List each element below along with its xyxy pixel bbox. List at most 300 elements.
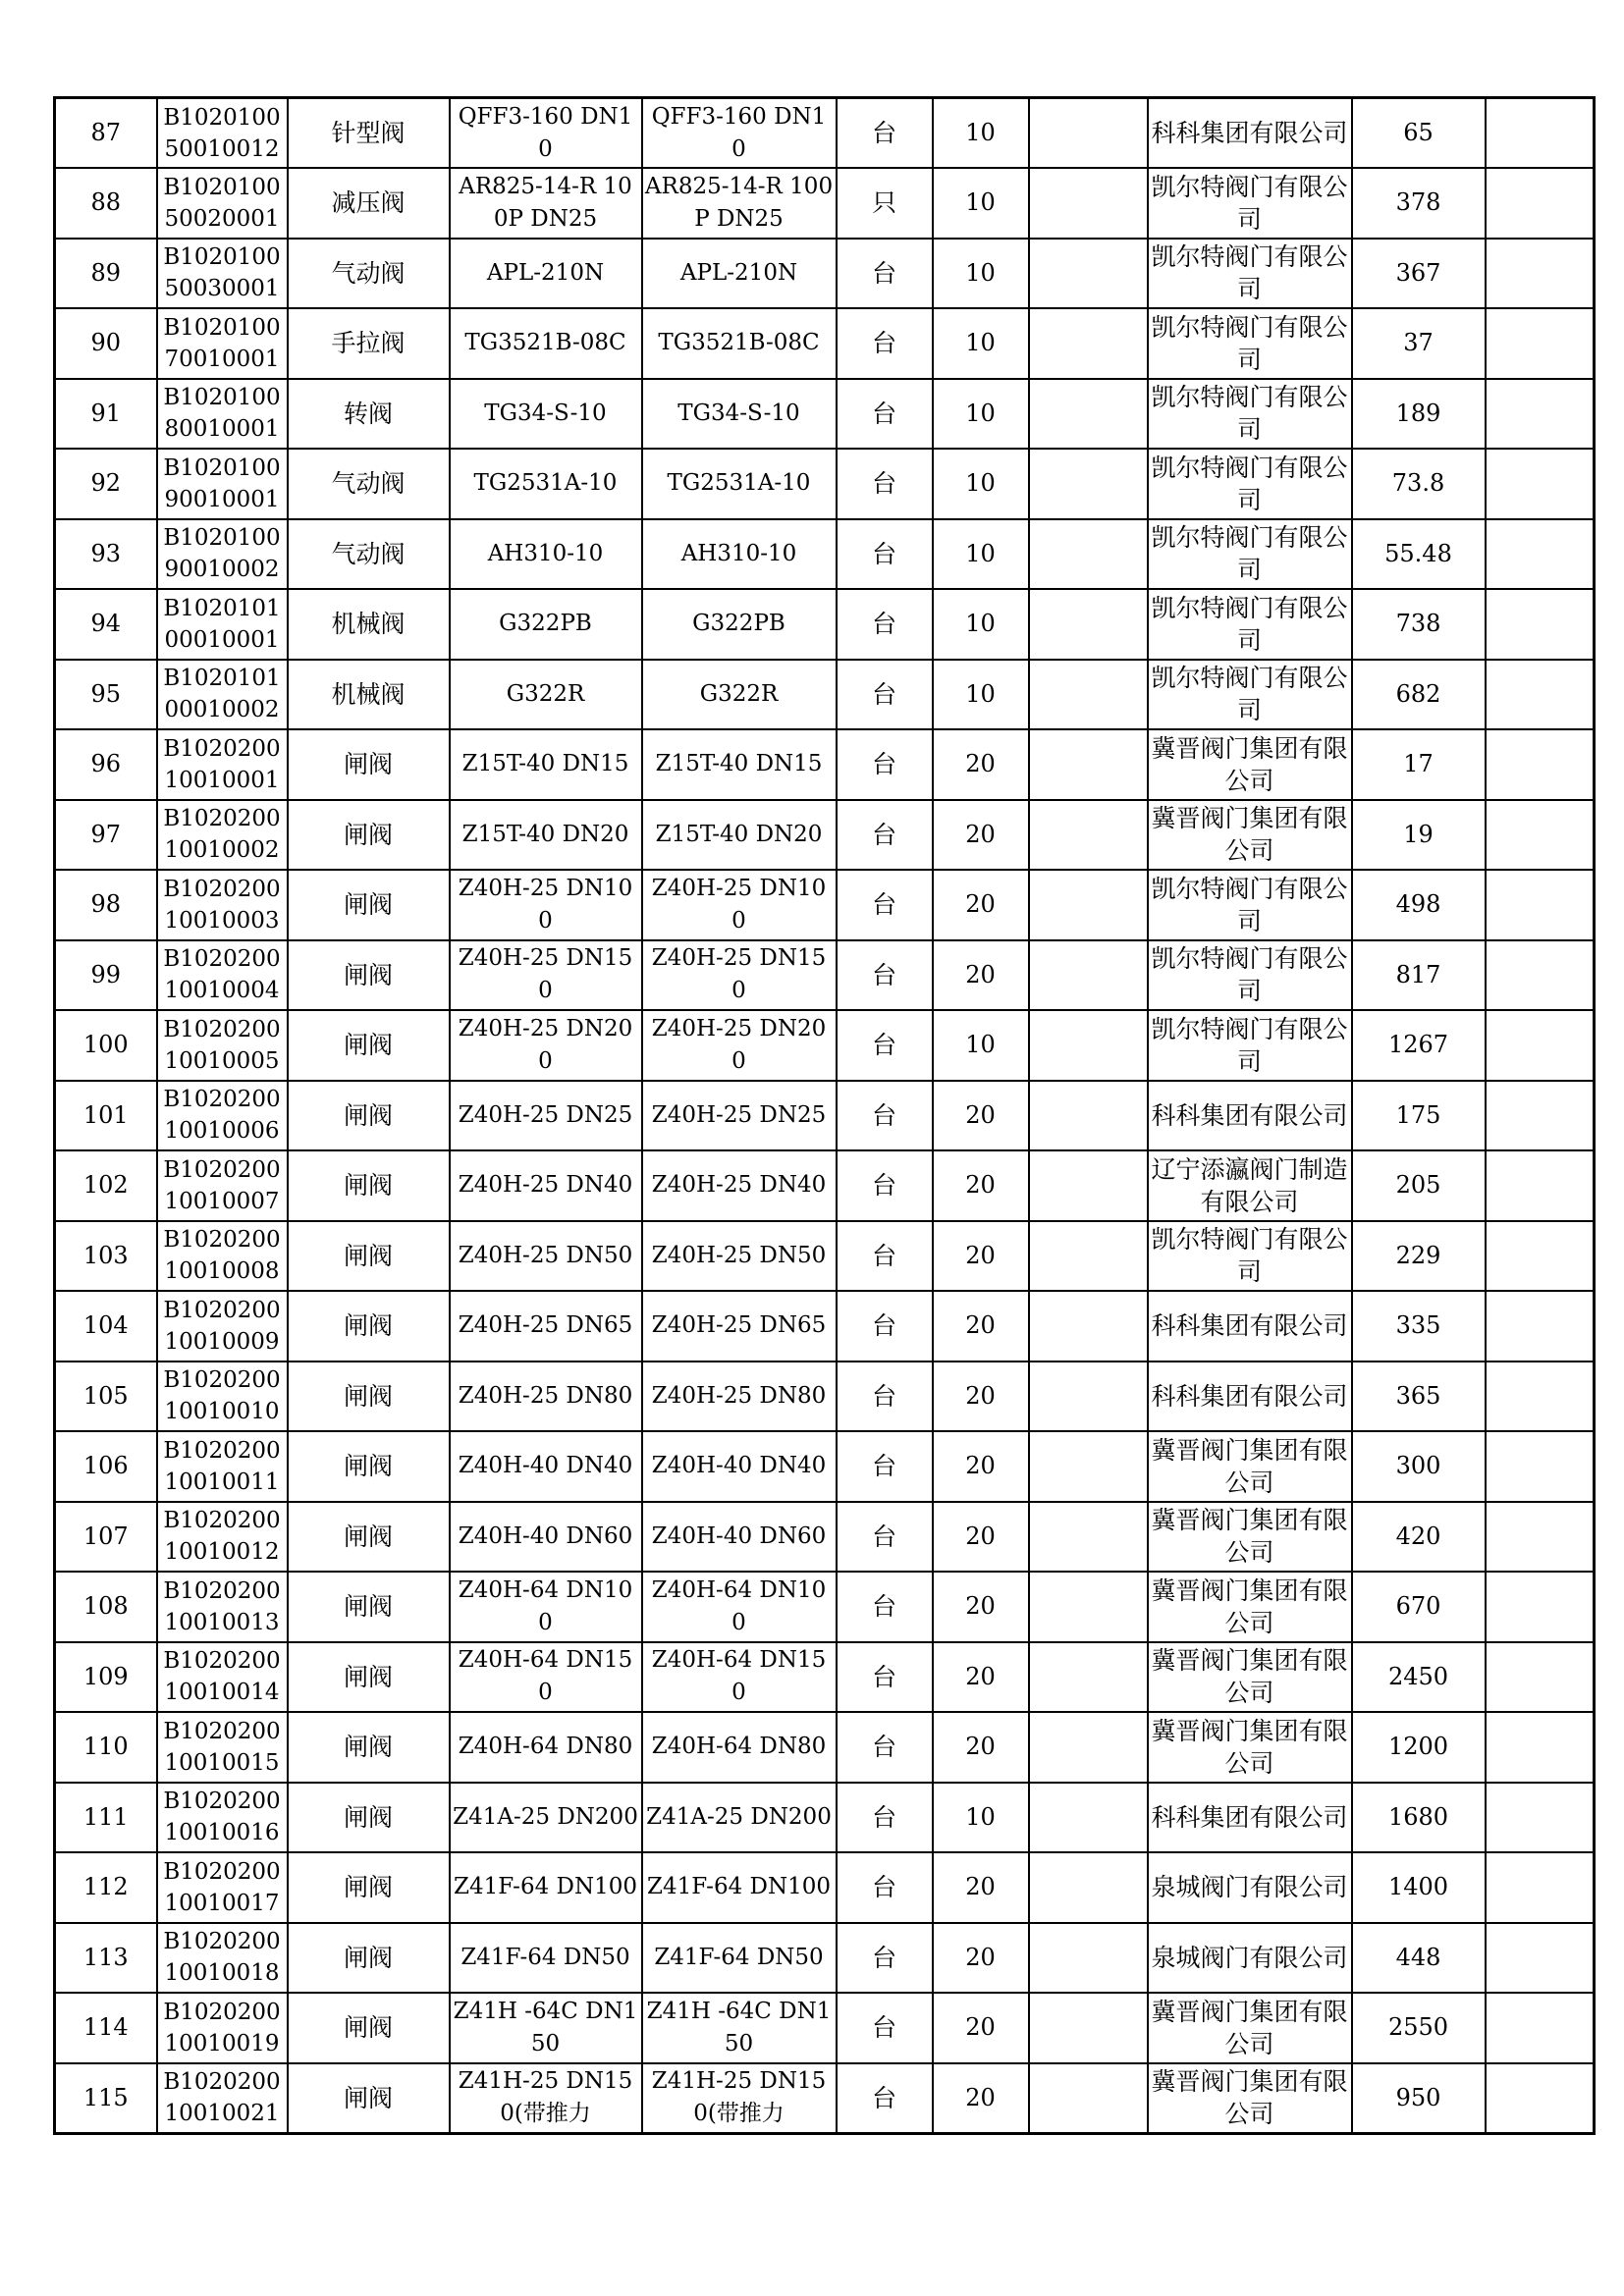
cell-index: 98 [55, 870, 157, 940]
cell-material-code: B102020010010005 [157, 1010, 288, 1081]
cell-material-code: B102020010010016 [157, 1783, 288, 1853]
cell-index: 99 [55, 940, 157, 1011]
cell-item-name: 气动阀 [288, 239, 450, 309]
cell-specification: Z40H-40 DN60 [450, 1502, 642, 1573]
cell-material-code: B102020010010019 [157, 1993, 288, 2063]
table-body [55, 98, 1595, 2134]
cell-item-name: 闸阀 [288, 1362, 450, 1432]
cell-index: 107 [55, 1502, 157, 1573]
cell-unit-price: 1267 [1352, 1010, 1486, 1081]
cell-index: 113 [55, 1923, 157, 1994]
cell-specification: Z41F-64 DN50 [450, 1923, 642, 1994]
cell-model: TG3521B-08C [642, 308, 837, 379]
cell-unit: 台 [837, 1221, 933, 1292]
cell-specification: Z40H-25 DN80 [450, 1362, 642, 1432]
cell-index: 95 [55, 660, 157, 730]
cell-unit: 台 [837, 308, 933, 379]
cell-model: AR825-14-R 100P DN25 [642, 168, 837, 239]
cell-specification: Z40H-64 DN150 [450, 1642, 642, 1713]
cell-unit: 台 [837, 379, 933, 450]
cell-specification: Z40H-25 DN65 [450, 1291, 642, 1362]
cell-unit-price: 2550 [1352, 1993, 1486, 2063]
cell-material-code: B102020010010003 [157, 870, 288, 940]
cell-model: Z40H-25 DN40 [642, 1150, 837, 1221]
cell-empty [1029, 519, 1148, 590]
cell-index: 92 [55, 449, 157, 519]
cell-empty [1029, 1221, 1148, 1292]
cell-index: 89 [55, 239, 157, 309]
cell-empty [1029, 1572, 1148, 1642]
cell-unit: 台 [837, 98, 933, 169]
cell-empty [1029, 1150, 1148, 1221]
cell-specification: Z40H-25 DN100 [450, 870, 642, 940]
cell-specification: Z40H-40 DN40 [450, 1431, 642, 1502]
cell-material-code: B102020010010018 [157, 1923, 288, 1994]
cell-unit: 台 [837, 519, 933, 590]
cell-quantity: 10 [933, 589, 1029, 660]
cell-unit-price: 365 [1352, 1362, 1486, 1432]
cell-empty [1029, 239, 1148, 309]
cell-specification: TG2531A-10 [450, 449, 642, 519]
cell-supplier: 冀晋阀门集团有限公司 [1148, 800, 1352, 871]
cell-unit: 台 [837, 870, 933, 940]
cell-unit: 台 [837, 1572, 933, 1642]
cell-supplier: 泉城阀门有限公司 [1148, 1923, 1352, 1994]
cell-supplier: 凯尔特阀门有限公司 [1148, 660, 1352, 730]
cell-specification: Z40H-25 DN50 [450, 1221, 642, 1292]
cell-quantity: 20 [933, 1852, 1029, 1923]
cell-empty [1029, 1712, 1148, 1783]
cell-unit-price: 300 [1352, 1431, 1486, 1502]
cell-remark [1486, 308, 1595, 379]
cell-empty [1029, 870, 1148, 940]
table-row [55, 1852, 1595, 1923]
cell-index: 109 [55, 1642, 157, 1713]
cell-unit: 只 [837, 168, 933, 239]
cell-supplier: 冀晋阀门集团有限公司 [1148, 1993, 1352, 2063]
cell-item-name: 闸阀 [288, 940, 450, 1011]
cell-model: TG34-S-10 [642, 379, 837, 450]
cell-item-name: 闸阀 [288, 1923, 450, 1994]
cell-supplier: 凯尔特阀门有限公司 [1148, 519, 1352, 590]
cell-quantity: 10 [933, 239, 1029, 309]
table-row [55, 1362, 1595, 1432]
cell-specification: G322R [450, 660, 642, 730]
cell-material-code: B102010050020001 [157, 168, 288, 239]
cell-item-name: 闸阀 [288, 1431, 450, 1502]
cell-unit-price: 37 [1352, 308, 1486, 379]
cell-specification: Z41F-64 DN100 [450, 1852, 642, 1923]
cell-supplier: 凯尔特阀门有限公司 [1148, 1221, 1352, 1292]
cell-model: G322PB [642, 589, 837, 660]
cell-material-code: B102020010010007 [157, 1150, 288, 1221]
table-row [55, 1291, 1595, 1362]
cell-supplier: 凯尔特阀门有限公司 [1148, 308, 1352, 379]
cell-supplier: 凯尔特阀门有限公司 [1148, 1010, 1352, 1081]
cell-remark [1486, 1712, 1595, 1783]
cell-empty [1029, 660, 1148, 730]
cell-unit-price: 950 [1352, 2063, 1486, 2134]
cell-material-code: B102020010010021 [157, 2063, 288, 2134]
cell-material-code: B102010090010002 [157, 519, 288, 590]
cell-quantity: 20 [933, 1221, 1029, 1292]
cell-remark [1486, 1431, 1595, 1502]
cell-quantity: 10 [933, 379, 1029, 450]
cell-unit: 台 [837, 1502, 933, 1573]
cell-model: Z40H-25 DN100 [642, 870, 837, 940]
cell-unit-price: 1200 [1352, 1712, 1486, 1783]
cell-remark [1486, 1010, 1595, 1081]
cell-item-name: 闸阀 [288, 1572, 450, 1642]
cell-model: Z40H-25 DN80 [642, 1362, 837, 1432]
cell-material-code: B102010090010001 [157, 449, 288, 519]
cell-empty [1029, 168, 1148, 239]
cell-model: Z40H-25 DN65 [642, 1291, 837, 1362]
cell-unit-price: 19 [1352, 800, 1486, 871]
cell-item-name: 气动阀 [288, 519, 450, 590]
cell-unit-price: 498 [1352, 870, 1486, 940]
cell-material-code: B102010100010001 [157, 589, 288, 660]
cell-quantity: 20 [933, 870, 1029, 940]
table-row [55, 1572, 1595, 1642]
cell-unit: 台 [837, 1010, 933, 1081]
cell-unit: 台 [837, 449, 933, 519]
cell-empty [1029, 1852, 1148, 1923]
cell-remark [1486, 379, 1595, 450]
cell-specification: AR825-14-R 100P DN25 [450, 168, 642, 239]
cell-quantity: 10 [933, 98, 1029, 169]
cell-quantity: 20 [933, 1502, 1029, 1573]
cell-material-code: B102020010010017 [157, 1852, 288, 1923]
cell-quantity: 10 [933, 168, 1029, 239]
table-row [55, 1712, 1595, 1783]
cell-empty [1029, 1362, 1148, 1432]
cell-item-name: 闸阀 [288, 1502, 450, 1573]
cell-remark [1486, 1502, 1595, 1573]
cell-model: Z15T-40 DN15 [642, 729, 837, 800]
table-row [55, 379, 1595, 450]
cell-material-code: B102020010010001 [157, 729, 288, 800]
cell-model: Z40H-25 DN50 [642, 1221, 837, 1292]
cell-unit-price: 448 [1352, 1923, 1486, 1994]
cell-index: 96 [55, 729, 157, 800]
cell-unit: 台 [837, 660, 933, 730]
cell-unit: 台 [837, 729, 933, 800]
cell-material-code: B102020010010013 [157, 1572, 288, 1642]
cell-material-code: B102020010010015 [157, 1712, 288, 1783]
cell-remark [1486, 1081, 1595, 1151]
cell-model: AH310-10 [642, 519, 837, 590]
cell-remark [1486, 729, 1595, 800]
cell-empty [1029, 1993, 1148, 2063]
cell-empty [1029, 800, 1148, 871]
cell-index: 100 [55, 1010, 157, 1081]
cell-quantity: 20 [933, 1923, 1029, 1994]
cell-material-code: B102020010010004 [157, 940, 288, 1011]
cell-remark [1486, 1852, 1595, 1923]
cell-remark [1486, 589, 1595, 660]
cell-specification: Z40H-64 DN80 [450, 1712, 642, 1783]
cell-index: 97 [55, 800, 157, 871]
cell-remark [1486, 239, 1595, 309]
cell-unit: 台 [837, 1993, 933, 2063]
cell-model: Z40H-64 DN100 [642, 1572, 837, 1642]
cell-specification: Z40H-25 DN40 [450, 1150, 642, 1221]
cell-quantity: 20 [933, 1993, 1029, 2063]
cell-model: QFF3-160 DN10 [642, 98, 837, 169]
cell-quantity: 10 [933, 308, 1029, 379]
table-row [55, 1502, 1595, 1573]
table-row [55, 1993, 1595, 2063]
cell-empty [1029, 1010, 1148, 1081]
cell-unit-price: 189 [1352, 379, 1486, 450]
cell-remark [1486, 1221, 1595, 1292]
cell-specification: Z15T-40 DN20 [450, 800, 642, 871]
cell-supplier: 凯尔特阀门有限公司 [1148, 940, 1352, 1011]
cell-empty [1029, 1642, 1148, 1713]
cell-quantity: 20 [933, 1572, 1029, 1642]
cell-index: 103 [55, 1221, 157, 1292]
cell-unit: 台 [837, 1783, 933, 1853]
cell-specification: Z41A-25 DN200 [450, 1783, 642, 1853]
cell-model: Z40H-64 DN80 [642, 1712, 837, 1783]
cell-unit: 台 [837, 800, 933, 871]
cell-quantity: 20 [933, 1291, 1029, 1362]
cell-item-name: 闸阀 [288, 1783, 450, 1853]
cell-material-code: B102020010010002 [157, 800, 288, 871]
cell-material-code: B102010070010001 [157, 308, 288, 379]
cell-unit-price: 738 [1352, 589, 1486, 660]
cell-model: G322R [642, 660, 837, 730]
cell-unit-price: 378 [1352, 168, 1486, 239]
cell-model: Z41F-64 DN100 [642, 1852, 837, 1923]
cell-quantity: 20 [933, 940, 1029, 1011]
table-row [55, 660, 1595, 730]
cell-specification: TG34-S-10 [450, 379, 642, 450]
table-row [55, 589, 1595, 660]
cell-unit-price: 229 [1352, 1221, 1486, 1292]
cell-material-code: B102010100010002 [157, 660, 288, 730]
cell-specification: Z40H-25 DN200 [450, 1010, 642, 1081]
cell-unit: 台 [837, 1150, 933, 1221]
cell-unit-price: 420 [1352, 1502, 1486, 1573]
cell-material-code: B102020010010014 [157, 1642, 288, 1713]
cell-empty [1029, 2063, 1148, 2134]
cell-specification: Z41H -64C DN150 [450, 1993, 642, 2063]
cell-empty [1029, 1291, 1148, 1362]
cell-unit: 台 [837, 940, 933, 1011]
table-row [55, 1431, 1595, 1502]
cell-index: 110 [55, 1712, 157, 1783]
cell-item-name: 闸阀 [288, 800, 450, 871]
cell-unit-price: 335 [1352, 1291, 1486, 1362]
cell-item-name: 闸阀 [288, 1993, 450, 2063]
cell-remark [1486, 449, 1595, 519]
table-row [55, 1081, 1595, 1151]
cell-quantity: 20 [933, 1712, 1029, 1783]
cell-item-name: 气动阀 [288, 449, 450, 519]
cell-item-name: 闸阀 [288, 1221, 450, 1292]
cell-empty [1029, 1081, 1148, 1151]
cell-index: 102 [55, 1150, 157, 1221]
cell-item-name: 针型阀 [288, 98, 450, 169]
cell-material-code: B102010050010012 [157, 98, 288, 169]
cell-quantity: 20 [933, 1362, 1029, 1432]
cell-material-code: B102020010010008 [157, 1221, 288, 1292]
cell-empty [1029, 98, 1148, 169]
cell-material-code: B102010050030001 [157, 239, 288, 309]
cell-unit-price: 205 [1352, 1150, 1486, 1221]
cell-material-code: B102020010010010 [157, 1362, 288, 1432]
table-row [55, 1150, 1595, 1221]
cell-specification: Z41H-25 DN150(带推力 [450, 2063, 642, 2134]
cell-item-name: 闸阀 [288, 1852, 450, 1923]
cell-item-name: 闸阀 [288, 1010, 450, 1081]
cell-unit: 台 [837, 1642, 933, 1713]
cell-material-code: B102020010010006 [157, 1081, 288, 1151]
cell-index: 115 [55, 2063, 157, 2134]
cell-remark [1486, 1150, 1595, 1221]
table-row [55, 800, 1595, 871]
cell-item-name: 机械阀 [288, 589, 450, 660]
cell-item-name: 闸阀 [288, 1642, 450, 1713]
cell-supplier: 科科集团有限公司 [1148, 1291, 1352, 1362]
cell-item-name: 转阀 [288, 379, 450, 450]
cell-supplier: 凯尔特阀门有限公司 [1148, 449, 1352, 519]
cell-unit-price: 1680 [1352, 1783, 1486, 1853]
cell-model: Z40H-25 DN200 [642, 1010, 837, 1081]
cell-item-name: 闸阀 [288, 2063, 450, 2134]
cell-material-code: B102020010010012 [157, 1502, 288, 1573]
cell-index: 93 [55, 519, 157, 590]
table-row [55, 729, 1595, 800]
cell-remark [1486, 2063, 1595, 2134]
cell-material-code: B102020010010009 [157, 1291, 288, 1362]
cell-item-name: 闸阀 [288, 1712, 450, 1783]
cell-item-name: 机械阀 [288, 660, 450, 730]
cell-empty [1029, 1502, 1148, 1573]
cell-item-name: 减压阀 [288, 168, 450, 239]
cell-remark [1486, 1783, 1595, 1853]
cell-unit: 台 [837, 1362, 933, 1432]
cell-specification: APL-210N [450, 239, 642, 309]
cell-unit: 台 [837, 1923, 933, 1994]
cell-remark [1486, 1923, 1595, 1994]
cell-supplier: 科科集团有限公司 [1148, 1081, 1352, 1151]
cell-supplier: 科科集团有限公司 [1148, 1362, 1352, 1432]
cell-remark [1486, 1291, 1595, 1362]
cell-item-name: 闸阀 [288, 729, 450, 800]
cell-specification: QFF3-160 DN10 [450, 98, 642, 169]
cell-model: Z40H-64 DN150 [642, 1642, 837, 1713]
cell-unit-price: 670 [1352, 1572, 1486, 1642]
cell-quantity: 20 [933, 1150, 1029, 1221]
cell-remark [1486, 168, 1595, 239]
cell-item-name: 闸阀 [288, 1081, 450, 1151]
cell-supplier: 冀晋阀门集团有限公司 [1148, 1572, 1352, 1642]
cell-empty [1029, 308, 1148, 379]
cell-item-name: 闸阀 [288, 1291, 450, 1362]
cell-unit: 台 [837, 589, 933, 660]
cell-model: Z41H-25 DN150(带推力 [642, 2063, 837, 2134]
cell-specification: G322PB [450, 589, 642, 660]
cell-unit: 台 [837, 1852, 933, 1923]
cell-model: Z15T-40 DN20 [642, 800, 837, 871]
cell-model: Z40H-25 DN25 [642, 1081, 837, 1151]
cell-model: APL-210N [642, 239, 837, 309]
cell-unit: 台 [837, 2063, 933, 2134]
cell-model: Z41H -64C DN150 [642, 1993, 837, 2063]
cell-supplier: 科科集团有限公司 [1148, 98, 1352, 169]
cell-supplier: 凯尔特阀门有限公司 [1148, 239, 1352, 309]
cell-item-name: 闸阀 [288, 1150, 450, 1221]
cell-index: 88 [55, 168, 157, 239]
cell-quantity: 10 [933, 449, 1029, 519]
cell-unit-price: 1400 [1352, 1852, 1486, 1923]
cell-supplier: 冀晋阀门集团有限公司 [1148, 2063, 1352, 2134]
cell-model: Z40H-40 DN40 [642, 1431, 837, 1502]
cell-material-code: B102010080010001 [157, 379, 288, 450]
table-row [55, 519, 1595, 590]
cell-remark [1486, 98, 1595, 169]
cell-remark [1486, 660, 1595, 730]
table-row [55, 870, 1595, 940]
cell-quantity: 20 [933, 1431, 1029, 1502]
cell-remark [1486, 1993, 1595, 2063]
cell-index: 91 [55, 379, 157, 450]
cell-supplier: 辽宁添瀛阀门制造有限公司 [1148, 1150, 1352, 1221]
cell-specification: Z40H-25 DN150 [450, 940, 642, 1011]
cell-empty [1029, 729, 1148, 800]
cell-empty [1029, 449, 1148, 519]
cell-supplier: 凯尔特阀门有限公司 [1148, 589, 1352, 660]
cell-supplier: 冀晋阀门集团有限公司 [1148, 729, 1352, 800]
cell-unit: 台 [837, 1712, 933, 1783]
cell-remark [1486, 870, 1595, 940]
cell-remark [1486, 1642, 1595, 1713]
cell-quantity: 20 [933, 2063, 1029, 2134]
table-row [55, 308, 1595, 379]
cell-model: TG2531A-10 [642, 449, 837, 519]
cell-quantity: 10 [933, 660, 1029, 730]
cell-quantity: 10 [933, 1783, 1029, 1853]
cell-empty [1029, 1923, 1148, 1994]
cell-unit-price: 682 [1352, 660, 1486, 730]
cell-unit-price: 65 [1352, 98, 1486, 169]
cell-supplier: 冀晋阀门集团有限公司 [1148, 1642, 1352, 1713]
table-row [55, 940, 1595, 1011]
cell-supplier: 凯尔特阀门有限公司 [1148, 870, 1352, 940]
cell-model: Z40H-40 DN60 [642, 1502, 837, 1573]
cell-supplier: 冀晋阀门集团有限公司 [1148, 1431, 1352, 1502]
cell-index: 94 [55, 589, 157, 660]
cell-model: Z41F-64 DN50 [642, 1923, 837, 1994]
cell-empty [1029, 379, 1148, 450]
cell-unit: 台 [837, 1081, 933, 1151]
cell-material-code: B102020010010011 [157, 1431, 288, 1502]
cell-model: Z40H-25 DN150 [642, 940, 837, 1011]
cell-quantity: 20 [933, 1081, 1029, 1151]
cell-index: 90 [55, 308, 157, 379]
cell-unit-price: 175 [1352, 1081, 1486, 1151]
cell-item-name: 闸阀 [288, 870, 450, 940]
table-row [55, 1010, 1595, 1081]
cell-unit: 台 [837, 1291, 933, 1362]
cell-remark [1486, 519, 1595, 590]
valve-price-table [53, 96, 1596, 2135]
cell-index: 111 [55, 1783, 157, 1853]
cell-quantity: 10 [933, 1010, 1029, 1081]
